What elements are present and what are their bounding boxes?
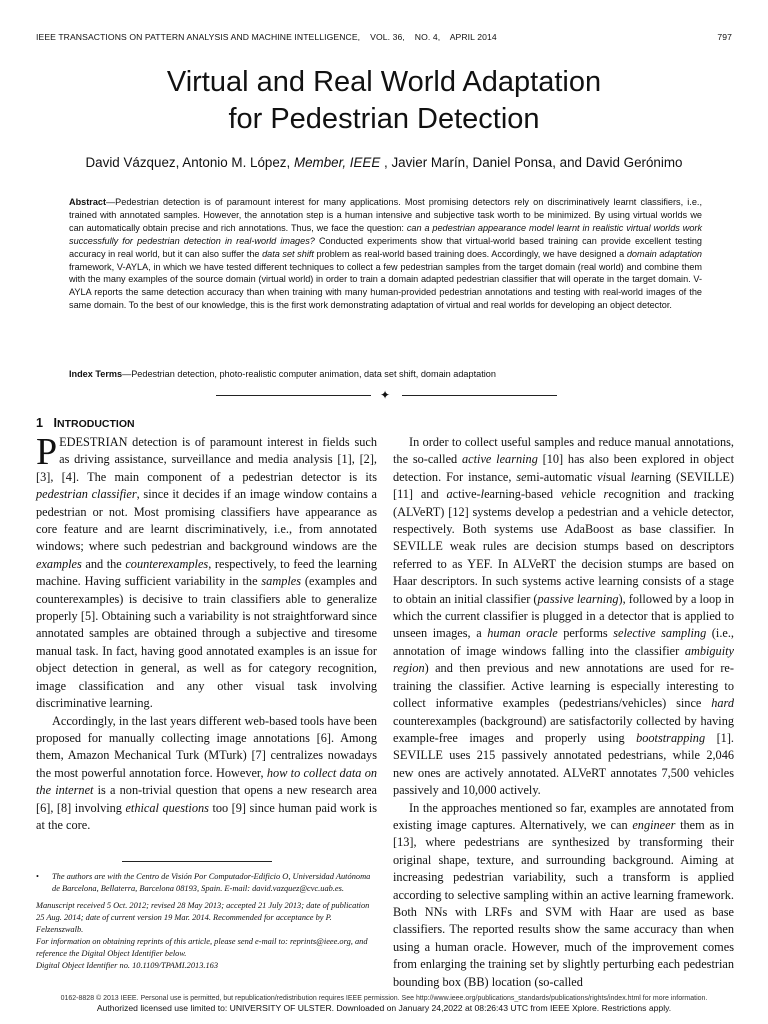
section-number: 1 [36,416,44,430]
running-header [36,32,732,46]
emph: l [480,487,485,502]
abstract-text: framework, V-AYLA, in which we have tested different techniques to collect a few pedestrian samples from the target domain (real world) and combine them with the many examples of the source domain (virtual world) in order to train a domain adapted pedestrian classifier that will operate in the target domain. V-AYLA reports the same detection accuracy than when training with many human-provided pedestrian annotations and testing with real-world images of the same domain. To the best of our knowledge, this is the first work demonstrating adaptation of virtual and real worlds for developing an object detector. [69,261,702,311]
body-text: In order to collect useful samples and reduce manual annotations, the so-called [393,435,734,467]
body-text: performs [557,626,614,641]
body-text: sual [606,469,631,484]
journal-info: IEEE TRANSACTIONS ON PATTERN ANALYSIS AND MACHINE INTELLIGENCE, VOL. 36, NO. 4, APRIL 2014 [36,32,497,42]
footnote-doi: Digital Object Identifier no. 10.1109/TPAMI.2013.163 [36,961,219,970]
body-text: racking (ALVeRT) [12] systems develop a pedestrian and a vehicle detector, respectively. Both systems use AdaBoost as base classifier. In SEVILLE weak rules are decision stumps based on descriptors referred to as YEF. In ALVeRT the decision stumps are based on Haar descriptors. In such systems active learning consists of a stage to obtain an initial classifier ( [393,487,734,606]
small-caps-word: EDESTRIAN [59,435,128,449]
footnote-rule [122,861,272,862]
body-text: ), followed by a loop in which the current classifier is plugged in a detector that is applied to unseen images, a [393,591,735,641]
emph: engineer [632,817,676,832]
body-text: (examples and counterexamples) is decisive to train classifiers able to generalize properly [5]. Obtaining such a variability is not straightforward since annotated samples are obtained through a subjective and tiresome manual task. In fact, having good annotated examples is an issue for object detection in general, as well as for category recognition, image classification and any other visual task involving discriminative learning. [36,574,378,711]
emph: selective sampling [613,626,707,641]
body-text: (i.e., annotation of image windows falling into the classifier [393,626,734,658]
body-text: , respectively, to feed the learning machine. Having sufficient variability in the [36,556,377,589]
section-title-initial: I [53,416,58,430]
section-heading [36,416,135,430]
index-terms-label: Index Terms [69,369,123,379]
divider-line-left [216,395,371,396]
section-divider [216,389,557,403]
index-terms [69,368,702,381]
authors-part-2: , Javier Marín, Daniel Ponsa, and David Gerónimo [380,155,683,170]
emph: active learning [462,452,538,467]
footnotes [36,871,377,972]
emph: ambiguity region [393,643,734,676]
emph: ethical questions [125,800,209,815]
body-text: hicle [571,487,604,502]
body-text: [1]. SEVILLE uses 215 passively annotated pedestrians, while 2,046 new ones are actively annotated. ALVeRT annotates 7,500 vehicles passively and 10,000 actively. [393,730,734,798]
emph: a [446,487,453,502]
footnote-history: Manuscript received 5 Oct. 2012; revised 28 May 2013; accepted 21 July 2013; date of publication 25 Aug. 2014; date of current version 19 Mar. 2014. Recommended for acceptance by P. Felzenszwalb. [36,901,370,934]
body-text: them as in [13], where pedestrians are synthesized by transforming their original shape, texture, and surrounding background. Aiming at increasing pedestrian variability, such a transform is applied according to selective sampling within an active learning framework. Both NNs with LRFs and SVM with Haar are used as base classifiers. The reported results show the same accuracy than when using a human oracle. However, much of the improvement comes from enlarging the training set by slightly perturbing each pedestrian bounding box (BB) location (so-called [393,817,734,989]
emph: le [630,469,640,484]
abstract-term: data set shift [262,248,314,259]
emph: passive learning [537,591,619,606]
body-text: arning (SEVILLE) [11] and [393,469,734,502]
page-number: 797 [717,32,732,42]
author-list [36,155,732,170]
emph: pedestrian classifier [36,487,137,502]
drop-cap: P [36,431,58,473]
footnote-affiliation: The authors are with the Centro de Visión Por Computador-Edificio O, Universidad Autónoma de Barcelona, Bellaterra, Barcelona 08193, Spain. E-mail: david.vazquez@cvc.uab.es. [52,872,371,893]
authors-part-1: David Vázquez, Antonio M. López, [85,155,294,170]
emph: hard [711,696,734,711]
member-title: Member, IEEE [293,155,381,170]
license-notice: Authorized licensed use limited to: UNIVERSITY OF ULSTER. Downloaded on January 24,2022 at 08:26:43 UTC from IEEE Xplore. Restrictions apply. [96,1003,672,1013]
abstract [69,196,702,312]
copyright-notice: 0162-8828 © 2013 IEEE. Personal use is permitted, but republication/redistribution requires IEEE permission. See http://www.ieee.org/publications_standards/publications/rights/index.html for more information. [60,995,708,1002]
paragraph [393,434,734,800]
abstract-question: can a pedestrian appearance model learnt in realistic virtual worlds work successfully for pedestrian detection in real-world images? [69,222,703,246]
emph: how to collect data on the internet [36,765,377,798]
abstract-text: Conducted experiments show that virtual-world based training can provide excellent testing accuracy in real world, but it can also suffer the [69,235,702,259]
section-title-rest: NTRODUCTION [57,418,135,430]
emph: se [516,469,527,484]
body-text: is a non-trivial question that opens a new research area [6], [8] involving [36,783,377,815]
emph: counterexamples [125,556,209,571]
emph: vi [597,469,606,484]
abstract-term: domain adaptation [626,248,702,259]
emph: human oracle [487,626,558,641]
divider-line-right [402,395,557,396]
body-text: ) and then previous and new annotations are used for re-training the classifier. Active learning is especially interesting to collect informative examples (pedestrians/vehicles) since [393,661,734,711]
emph: t [693,487,698,502]
abstract-label: Abstract [69,197,107,207]
footnote-reprints: For information on obtaining reprints of this article, please send e-mail to: reprints@ieee.org, and reference the Digital Object Identifier below. [36,937,368,958]
paragraph [36,431,378,713]
paper-title [36,64,732,138]
emph: bootstrapping [636,730,706,745]
body-text: and the [81,556,126,571]
body-text: , since it decides if an image window contains a pedestrian or not. Most promising classifiers have appearance as core feature and are learnt discriminatively, i.e., from annotated windows; where such pedestrian and background windows are the [36,487,377,554]
emph: samples [261,574,302,589]
emph: r [603,487,609,502]
index-terms-text: —Pedestrian detection, photo-realistic computer animation, data set shift, domain adaptation [122,369,496,379]
body-text: ecognition and [608,487,694,502]
paragraph [36,713,377,835]
paragraph [393,800,734,991]
body-text: Accordingly, in the last years different web-based tools have been proposed for manually collecting image annotations [6]. Among them, Amazon Mechanical Turk (MTurk) [7] centralizes nowadays the most powerful annotation force. However, [36,713,377,780]
left-column [36,431,378,834]
footnote-bullet: • [36,872,39,881]
title-line-1: Virtual and Real World Adaptation [166,66,602,98]
abstract-text: problem as real-world based training does. Accordingly, we have designed a [313,248,627,259]
body-text: too [9] since human paid work is at the core. [36,800,378,832]
abstract-text: —Pedestrian detection is of paramount interest for many applications. Most promising detectors rely on discriminatively learnt classifiers, i.e., trained with annotated samples. However, the annotation step is a human intensive and subjective task worth to be minimized. By using virtual worlds we can automatically obtain precise and rich annotations. Thus, we face the question: [69,197,702,233]
emph: ve [560,487,572,502]
body-text: ctive- [452,487,481,502]
body-text: In the approaches mentioned so far, examples are annotated from existing image captures. Alternatively, we can [393,800,734,832]
divider-star-icon: ✦ [380,388,391,402]
emph: examples [36,556,82,571]
body-text: mi-automatic [526,469,598,484]
right-column [393,434,734,991]
body-text: earning-based [484,487,561,502]
body-text: counterexamples (background) are satisfactorily collected by having example-free images and properly using [393,713,734,745]
body-text: [10] has also been explored in object detection. For instance, [393,452,734,484]
title-line-2: for Pedestrian Detection [228,103,540,135]
body-text: detection is of paramount interest in fields such as driving assistance, surveillance and media analysis [1], [2], [3], [4]. The main component of a pedestrian detector is its [36,435,377,484]
